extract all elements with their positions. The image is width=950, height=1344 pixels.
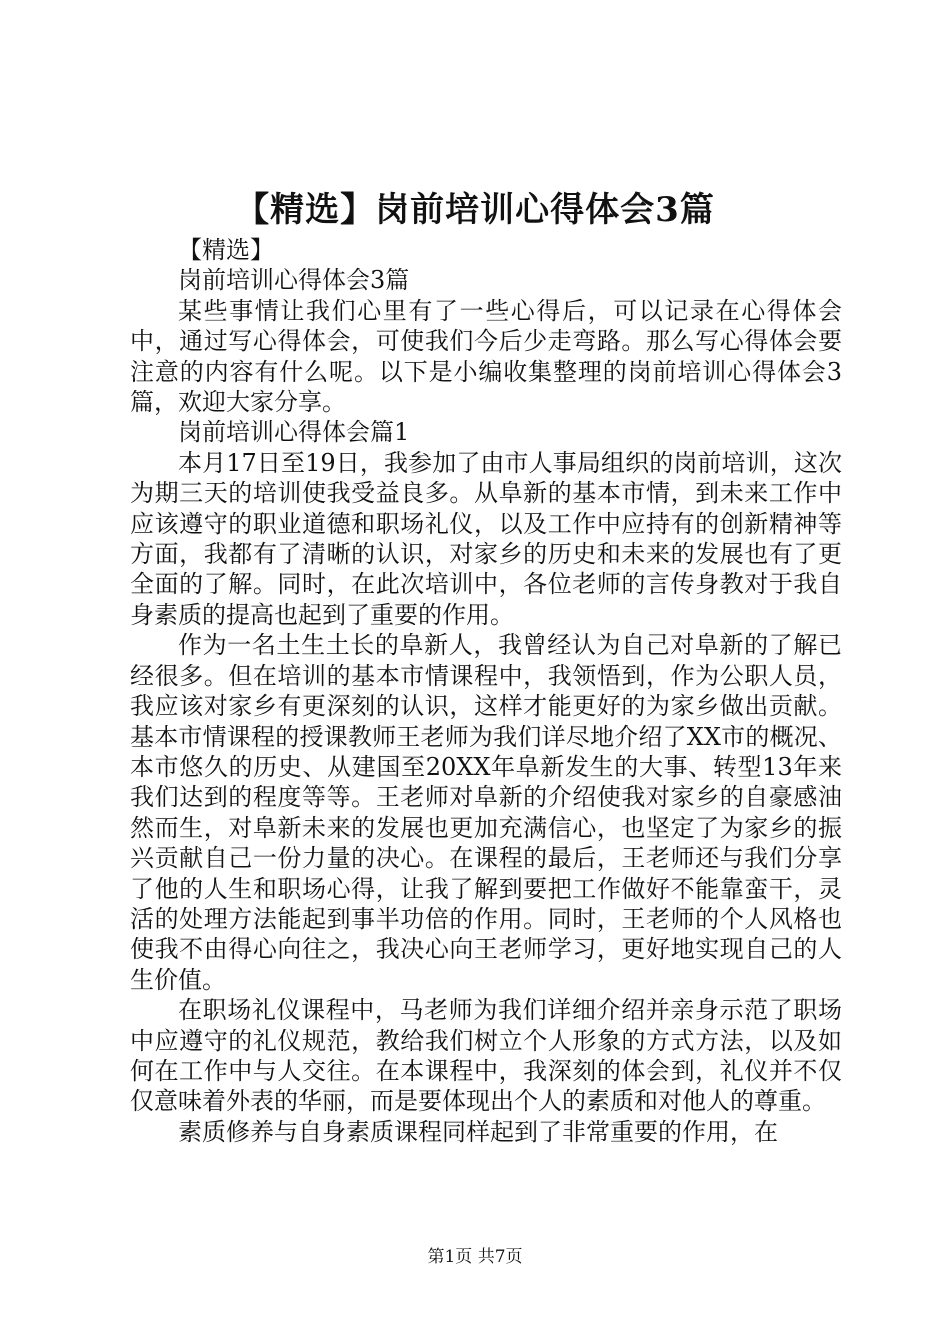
paragraph-tag: 【精选】 (178, 236, 274, 264)
document-body (130, 235, 842, 1147)
paragraph-body: 作为一名土生土长的阜新人，我曾经认为自己对阜新的了解已经很多。但在培训的基本市情课程中，我领悟到，作为公职人员，我应该对家乡有更深刻的认识，这样才能更好的为家乡做出贡献。基本市情课程的授课教师王老师为我们详尽地介绍了XX市的概况、本市悠久的历史、从建国至20XX年阜新发生的大事、转型13年来我们达到的程度等等。王老师对阜新的介绍使我对家乡的自豪感油然而生，对阜新未来的发展也更加充满信心，也坚定了为家乡的振兴贡献自己一份力量的决心。在课程的最后，王老师还与我们分享了他的人生和职场心得，让我了解到要把工作做好不能靠蛮干，灵活的处理方法能起到事半功倍的作用。同时，王老师的个人风格也使我不由得心向往之，我决心向王老师学习，更好地实现自己的人生价值。 (130, 631, 842, 994)
paragraph-intro: 某些事情让我们心里有了一些心得后，可以记录在心得体会中，通过写心得体会，可使我们今后少走弯路。那么写心得体会要注意的内容有什么呢。以下是小编收集整理的岗前培训心得体会3篇，欢迎大家分享。 (130, 296, 842, 417)
paragraph-body: 素质修养与自身素质课程同样起到了非常重要的作用，在 (178, 1117, 778, 1146)
paragraph-body: 在职场礼仪课程中，马老师为我们详细介绍并亲身示范了职场中应遵守的礼仪规范，教给我们树立个人形象的方式方法，以及如何在工作中与人交往。在本课程中，我深刻的体会到，礼仪并不仅仅意味着外表的华丽，而是要体现出个人的素质和对他人的尊重。 (130, 996, 842, 1116)
paragraph-body: 本月17日至19日，我参加了由市人事局组织的岗前培训，这次为期三天的培训使我受益良多。从阜新的基本市情，到未来工作中应该遵守的职业道德和职场礼仪，以及工作中应持有的创新精神等方面，我都有了清晰的认识，对家乡的历史和未来的发展也有了更全面的了解。同时，在此次培训中，各位老师的言传身教对于我自身素质的提高也起到了重要的作用。 (130, 448, 842, 629)
paragraph-section-heading: 岗前培训心得体会篇1 (178, 418, 410, 447)
paragraph-subtitle: 岗前培训心得体会3篇 (178, 266, 410, 295)
page-footer: 第1页 共7页 (427, 1247, 523, 1267)
document-title: 【精选】岗前培训心得体会3篇 (235, 190, 715, 230)
